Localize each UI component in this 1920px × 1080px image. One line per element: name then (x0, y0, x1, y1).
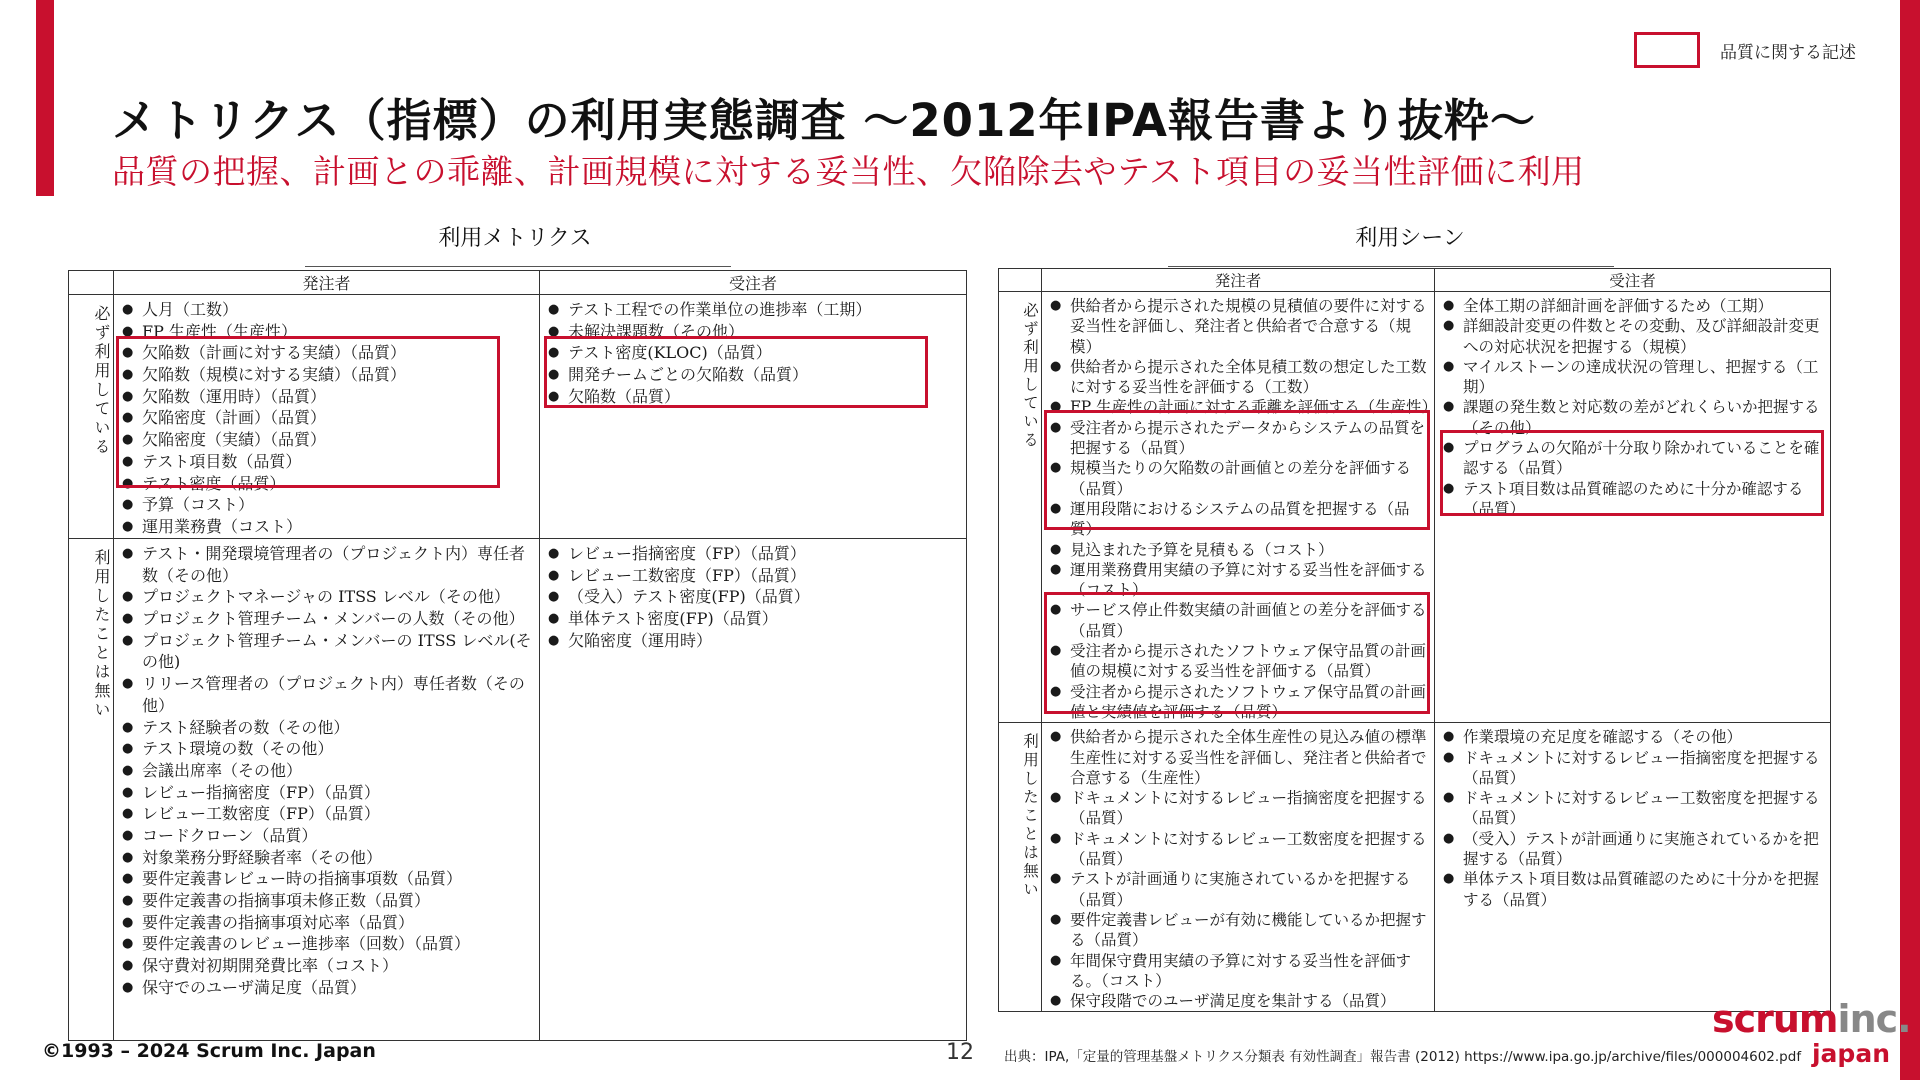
list-item: ● 供給者から提示された全体生産性の見込み値の標準生産性に対する妥当性を評価し、発注者と供給者で合意する（生産性） (1050, 727, 1430, 788)
scenes-row-notused-label: 利用したことは無い (999, 723, 1042, 1012)
list-item: ● 人月（工数） (122, 299, 535, 321)
list-item: ● 受注者から提示されたソフトウェア保守品質の計画値と実績値を評価する（品質） (1050, 682, 1430, 723)
list-item: ● プログラムの欠陥が十分取り除かれていることを確認する（品質） (1443, 438, 1826, 479)
list-item: ● 単体テスト密度(FP)（品質） (548, 608, 962, 630)
legend (1634, 32, 1856, 68)
list-item: ● 欠陥数（運用時）（品質） (122, 386, 535, 408)
legend-swatch (1634, 32, 1700, 68)
list-item: ● 欠陥数（計画に対する実績）（品質） (122, 342, 535, 364)
list-item: ● 開発チームごとの欠陥数（品質） (548, 364, 962, 386)
page-title: メトリクス（指標）の利用実態調査 ～2012年IPA報告書より抜粋～ (112, 94, 1536, 147)
list-item: ● 会議出席率（その他） (122, 760, 535, 782)
metrics-row-used-label: 必ず利用している (69, 295, 114, 539)
metrics-corner-cell (69, 271, 114, 295)
list-item: ● 受注者から提示されたソフトウェア保守品質の計画値の規模に対する妥当性を評価する（品質） (1050, 641, 1430, 682)
right-accent-bar (1900, 0, 1920, 1080)
scenes-col-contractor: 受注者 (1435, 269, 1831, 292)
metrics-panel-caption: 利用メトリクス (438, 226, 592, 251)
scenes-caption-underline (1168, 266, 1614, 267)
quality-highlight-box (1044, 592, 1430, 714)
scrum-inc-logo (1712, 997, 1911, 1068)
copyright: ©1993 – 2024 Scrum Inc. Japan (42, 1040, 376, 1062)
metrics-col-contractor: 受注者 (540, 271, 967, 295)
list-item: ● テスト項目数は品質確認のために十分か確認する（品質） (1443, 479, 1826, 520)
list-item: ● マイルストーンの達成状況の管理し、把握する（工期） (1443, 357, 1826, 398)
page-subtitle: 品質の把握、計画との乖離、計画規模に対する妥当性、欠陥除去やテスト項目の妥当性評価に利用 (112, 152, 1585, 191)
metrics-notused-contractor-cell (540, 539, 967, 1041)
list-item: ● レビュー工数密度（FP）（品質） (548, 565, 962, 587)
list-item: ● テストが計画通りに実施されているかを把握する（品質） (1050, 869, 1430, 910)
list-item: ● リリース管理者の（プロジェクト内）専任者数（その他） (122, 673, 535, 716)
list-item: ● コードクローン（品質） (122, 825, 535, 847)
list-item: ● 対象業務分野経験者率（その他） (122, 847, 535, 869)
list-item: ● 要件定義書レビューが有効に機能しているか把握する（品質） (1050, 910, 1430, 951)
scenes-notused-orderer-cell (1042, 723, 1435, 1012)
scenes-notused-contractor-cell (1435, 723, 1831, 1012)
metrics-used-contractor-cell (540, 295, 967, 539)
list-item: ● 受注者から提示されたデータからシステムの品質を把握する（品質） (1050, 418, 1430, 459)
list-item: ● テスト密度(KLOC)（品質） (548, 342, 962, 364)
list-item: ● プロジェクト管理チーム・メンバーの ITSS レベル(その他) (122, 630, 535, 673)
list-item: ● ドキュメントに対するレビュー工数密度を把握する（品質） (1443, 788, 1826, 829)
scenes-panel-caption: 利用シーン (1355, 226, 1465, 251)
list-item: ● 欠陥密度（計画）（品質） (122, 407, 535, 429)
list-item: ● 作業環境の充足度を確認する（その他） (1443, 727, 1826, 747)
list-item: ● （受入）テスト密度(FP)（品質） (548, 586, 962, 608)
list-item: ● 供給者から提示された全体見積工数の想定した工数に対する妥当性を評価する（工数） (1050, 357, 1430, 398)
list-item: ● 詳細設計変更の件数とその変動、及び詳細設計変更への対応状況を把握する（規模） (1443, 316, 1826, 357)
list-item: ● テスト・開発環境管理者の（プロジェクト内）専任者数（その他） (122, 543, 535, 586)
list-item: ● レビュー指摘密度（FP）（品質） (548, 543, 962, 565)
list-item: ● プロジェクトマネージャの ITSS レベル（その他） (122, 586, 535, 608)
list-item: ● 欠陥数（品質） (548, 386, 962, 408)
list-item: ● テスト密度（品質） (122, 473, 535, 495)
list-item: ● 規模当たりの欠陥数の計画値との差分を評価する（品質） (1050, 458, 1430, 499)
list-item: ● 要件定義書の指摘事項未修正数（品質） (122, 890, 535, 912)
list-item: ● 年間保守費用実績の予算に対する妥当性を評価する。（コスト） (1050, 951, 1430, 992)
list-item: ● レビュー工数密度（FP）（品質） (122, 803, 535, 825)
list-item: ● 単体テスト項目数は品質確認のために十分かを把握する（品質） (1443, 869, 1826, 910)
quality-highlight-box (1044, 410, 1430, 530)
list-item: ● プロジェクト管理チーム・メンバーの人数（その他） (122, 608, 535, 630)
list-item: ● 保守でのユーザ満足度（品質） (122, 977, 535, 999)
metrics-caption-underline (305, 266, 731, 267)
scenes-col-orderer: 発注者 (1042, 269, 1435, 292)
list-item: ● ドキュメントに対するレビュー指摘密度を把握する（品質） (1443, 748, 1826, 789)
quality-highlight-box (1440, 430, 1824, 516)
list-item: ● 運用業務費用実績の予算に対する妥当性を評価する（コスト） (1050, 560, 1430, 601)
list-item: ● ドキュメントに対するレビュー指摘密度を把握する（品質） (1050, 788, 1430, 829)
list-item: ● 要件定義書のレビュー進捗率（回数）（品質） (122, 933, 535, 955)
list-item: ● 欠陥密度（実績）（品質） (122, 429, 535, 451)
list-item: ● サービス停止件数実績の計画値との差分を評価する（品質） (1050, 600, 1430, 641)
list-item: ● テスト環境の数（その他） (122, 738, 535, 760)
logo-subtext: japan (1811, 1039, 1890, 1068)
list-item: ● FP 生産性（生産性） (122, 321, 535, 343)
source-citation: 出典：IPA,「定量的管理基盤メトリクス分類表 有効性調査」報告書 (2012) https://www.ipa.go.jp/archive/files/000004602.pdf (1004, 1049, 1802, 1065)
list-item: ● 未解決課題数（その他） (548, 321, 962, 343)
list-item: ● ドキュメントに対するレビュー工数密度を把握する（品質） (1050, 829, 1430, 870)
quality-highlight-box (544, 336, 928, 408)
metrics-col-orderer: 発注者 (114, 271, 540, 295)
list-item: ● 要件定義書の指摘事項対応率（品質） (122, 912, 535, 934)
list-item: ● 課題の発生数と対応数の差がどれくらいか把握する（その他） (1443, 397, 1826, 438)
list-item: ● 供給者から提示された規模の見積値の要件に対する妥当性を評価し、発注者と供給者で合意する（規模） (1050, 296, 1430, 357)
list-item: ● 見込まれた予算を見積もる（コスト） (1050, 540, 1430, 560)
metrics-row-notused-label: 利用したことは無い (69, 539, 114, 1041)
list-item: ● 運用段階におけるシステムの品質を把握する（品質） (1050, 499, 1430, 540)
list-item: ● 保守段階でのユーザ満足度を集計する（品質） (1050, 991, 1430, 1011)
list-item: ● 運用業務費（コスト） (122, 516, 535, 538)
list-item: ● FP 生産性の計画に対する乖離を評価する（生産性） (1050, 397, 1430, 417)
metrics-notused-orderer-cell (114, 539, 540, 1041)
list-item: ● （受入）テストが計画通りに実施されているかを把握する（品質） (1443, 829, 1826, 870)
list-item: ● テスト工程での作業単位の進捗率（工期） (548, 299, 962, 321)
page-number: 12 (946, 1040, 974, 1065)
list-item: ● テスト項目数（品質） (122, 451, 535, 473)
list-item: ● 予算（コスト） (122, 494, 535, 516)
list-item: ● 全体工期の詳細計画を評価するため（工期） (1443, 296, 1826, 316)
list-item: ● 保守費対初期開発費比率（コスト） (122, 955, 535, 977)
legend-label: 品質に関する記述 (1720, 42, 1856, 63)
list-item: ● 欠陥数（規模に対する実績）（品質） (122, 364, 535, 386)
list-item: ● レビュー指摘密度（FP）（品質） (122, 782, 535, 804)
scenes-row-used-label: 必ず利用している (999, 292, 1042, 723)
quality-highlight-box (116, 336, 500, 488)
scenes-corner-cell (999, 269, 1042, 292)
list-item: ● 要件定義書レビュー時の指摘事項数（品質） (122, 868, 535, 890)
logo-wordmark: scruminc. (1712, 997, 1911, 1041)
list-item: ● 欠陥密度（運用時） (548, 630, 962, 652)
left-accent-bar (36, 0, 54, 196)
list-item: ● テスト経験者の数（その他） (122, 717, 535, 739)
